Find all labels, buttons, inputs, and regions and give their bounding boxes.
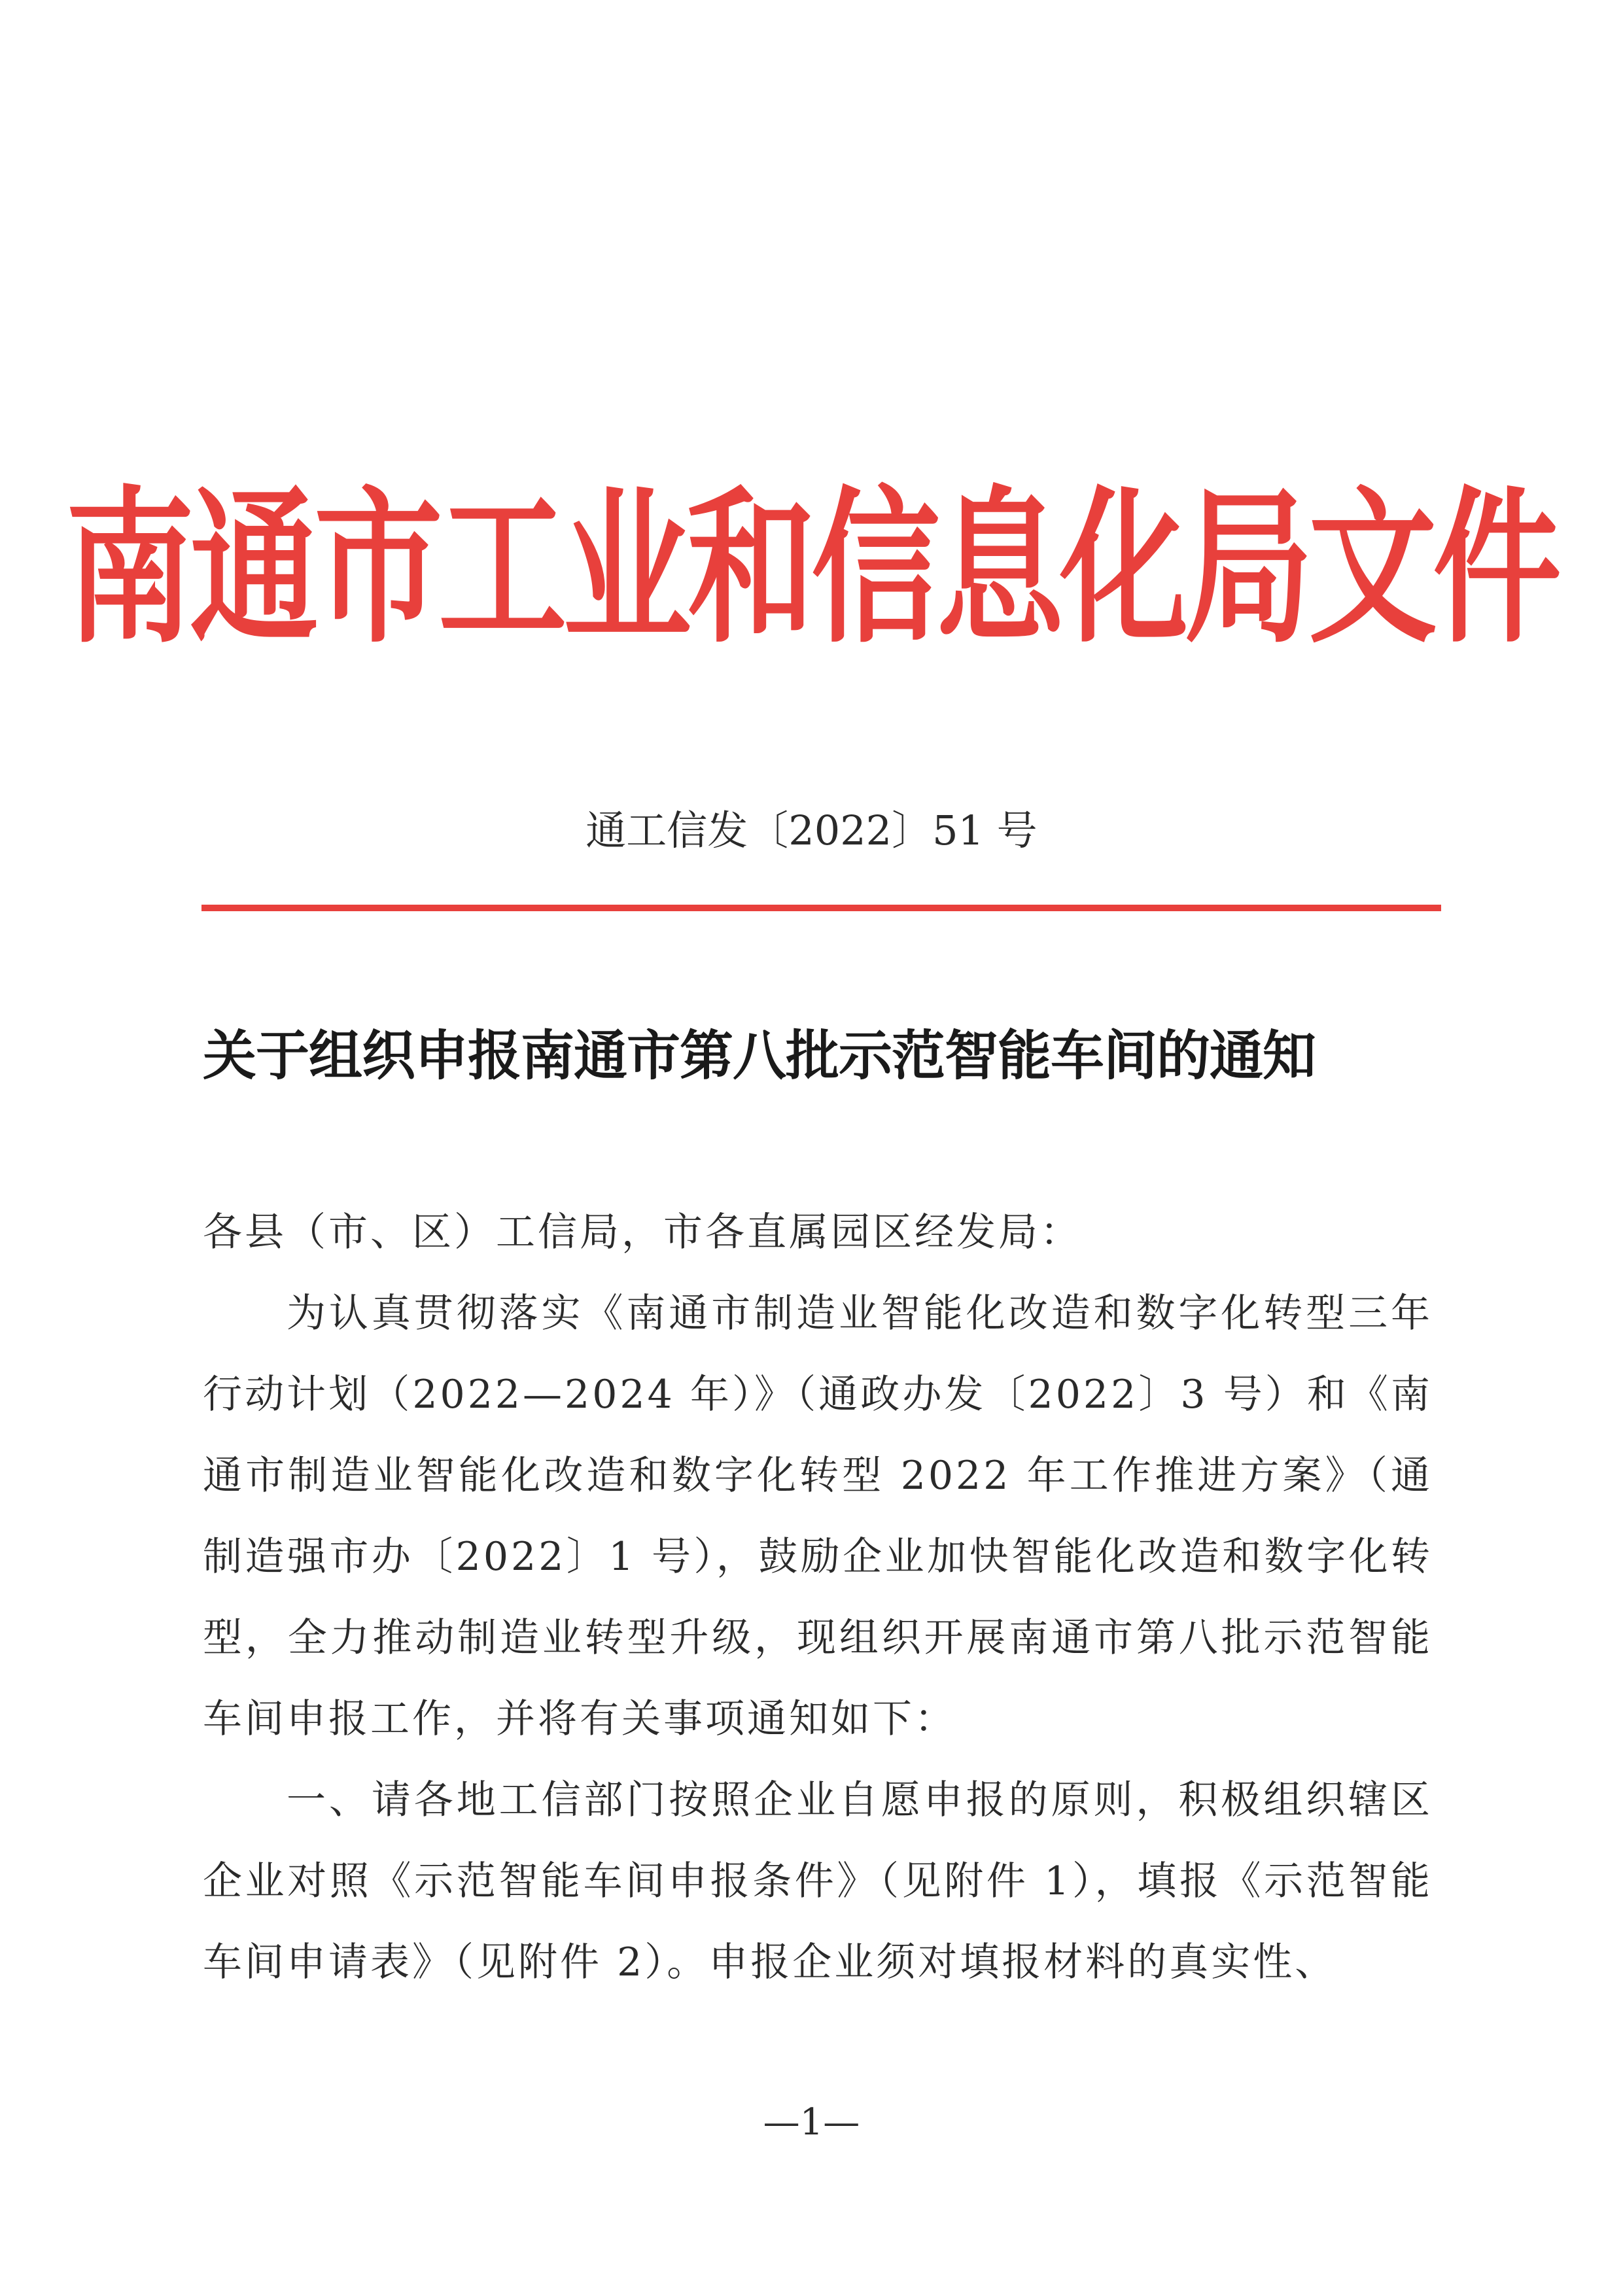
notice-title: 关于组织申报南通市第八批示范智能车间的通知 (203, 1025, 1316, 1087)
masthead-title: 南通市工业和信息化局文件 (65, 472, 1558, 667)
salutation: 各县（市、区）工信局，市各直属园区经发局： (203, 1209, 1082, 1255)
body-paragraph-2: 一、请各地工信部门按照企业自愿申报的原则，积极组织辖区企业对照《示范智能车间申报条件》（见附件 1），填报《示范智能车间申请表》（见附件 2）。申报企业须对填报材料的真实性、 (203, 1777, 1433, 1985)
document-body (203, 1192, 1433, 2003)
page-number: —1— (763, 2101, 860, 2144)
document-number: 通工信发〔2022〕51 号 (585, 807, 1038, 854)
body-paragraph-1: 为认真贯彻落实《南通市制造业智能化改造和数字化转型三年行动计划（2022—2024 年）》（通政办发〔2022〕3 号）和《南通市制造业智能化改造和数字化转型 2022 年工作推进方案》（通制造强市办〔2022〕1 号），鼓励企业加快智能化改造和数字化转型，全力推动制造业转型升级，现组织开展南通市第八批示范智能车间申报工作，并将有关事项通知如下： (203, 1291, 1433, 1742)
red-divider-line (201, 905, 1441, 911)
